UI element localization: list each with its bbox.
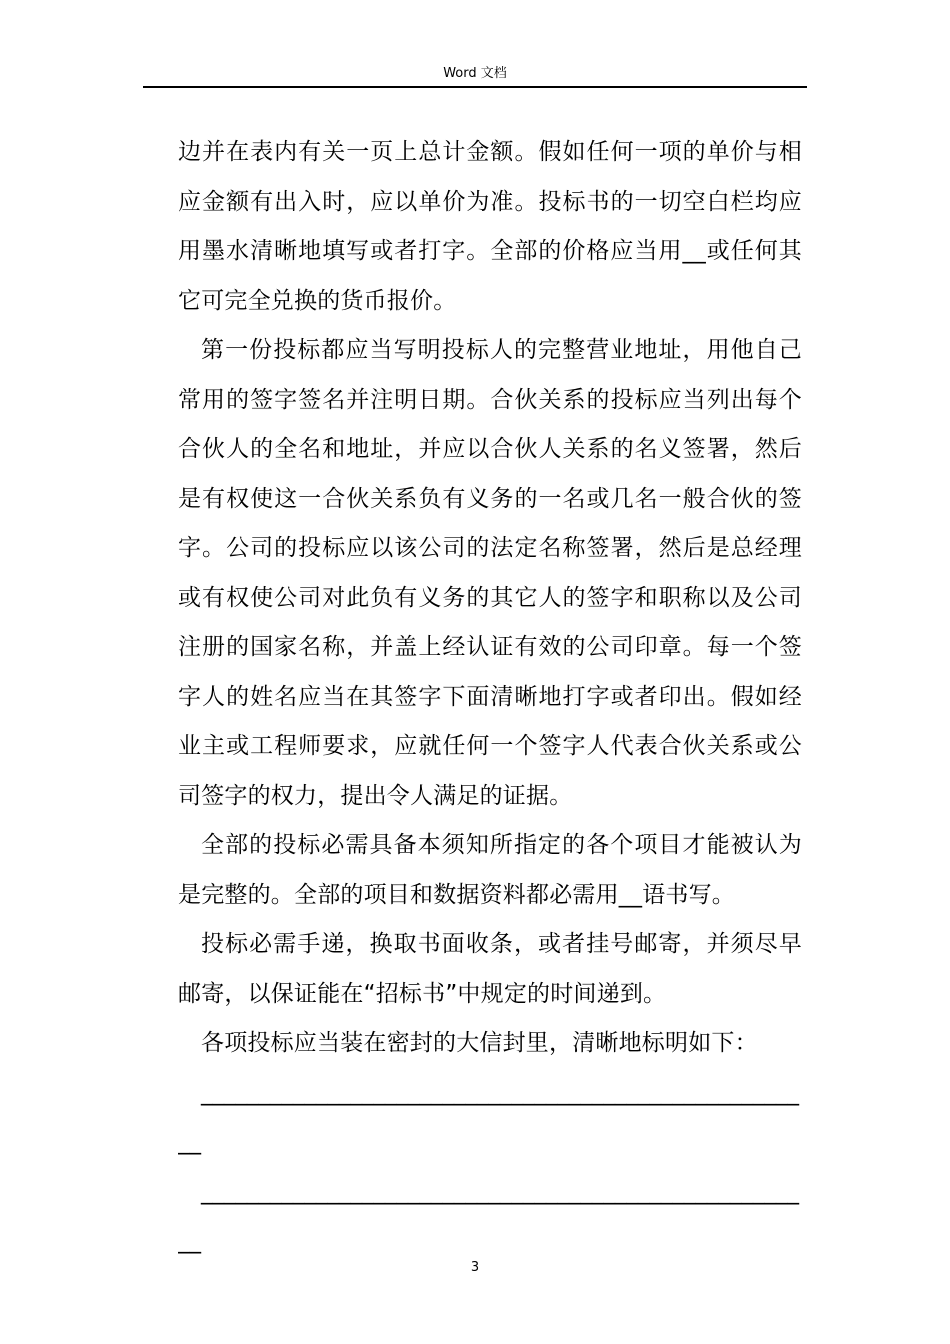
paragraph-completeness: 全部的投标必需具备本须知所指定的各个项目才能被认为是完整的。全部的项目和数据资料都必需用__语书写。: [178, 832, 802, 908]
document-body: [178, 128, 802, 1267]
paragraph-delivery: 投标必需手递，换取书面收条，或者挂号邮寄，并须尽早邮寄，以保证能在“招标书”中规定的时间递到。: [178, 931, 802, 1007]
fill-in-blank-line-1: ____________________________________________________: [201, 1079, 799, 1106]
paragraph-signatures: 第一份投标都应当写明投标人的完整营业地址，用他自己常用的签字签名并注明日期。合伙关系的投标应当列出每个合伙人的全名和地址，并应以合伙人关系的名义签署，然后是有权使这一合伙关系负有义务的一名或几名一般合伙的签字。公司的投标应以该公司的法定名称签署，然后是总经理或有权使公司对此负有义务的其它人的签字和职称以及公司注册的国家名称，并盖上经认证有效的公司印章。每一个签字人的姓名应当在其签字下面清晰地打字或者印出。假如经业主或工程师要求，应就任何一个签字人代表合伙关系或公司签字的权力，提出令人满足的证据。: [178, 337, 802, 809]
fill-in-blank-line-2-tail: __: [178, 1228, 201, 1254]
header-divider: [143, 86, 807, 88]
document-header-title: Word 文档: [443, 66, 507, 81]
fill-in-blank-line-2: ____________________________________________________: [201, 1178, 799, 1205]
fill-in-blank-line-1-tail: __: [178, 1129, 201, 1155]
paragraph-envelope: 各项投标应当装在密封的大信封里，清晰地标明如下：: [201, 1030, 758, 1056]
paragraph-pricing: 边并在表内有关一页上总计金额。假如任何一项的单价与相应金额有出入时，应以单价为准。投标书的一切空白栏均应用墨水清晰地填写或者打字。全部的价格应当用__或任何其它可完全兑换的货币报价。: [178, 139, 802, 314]
page-number: 3: [470, 1260, 480, 1275]
